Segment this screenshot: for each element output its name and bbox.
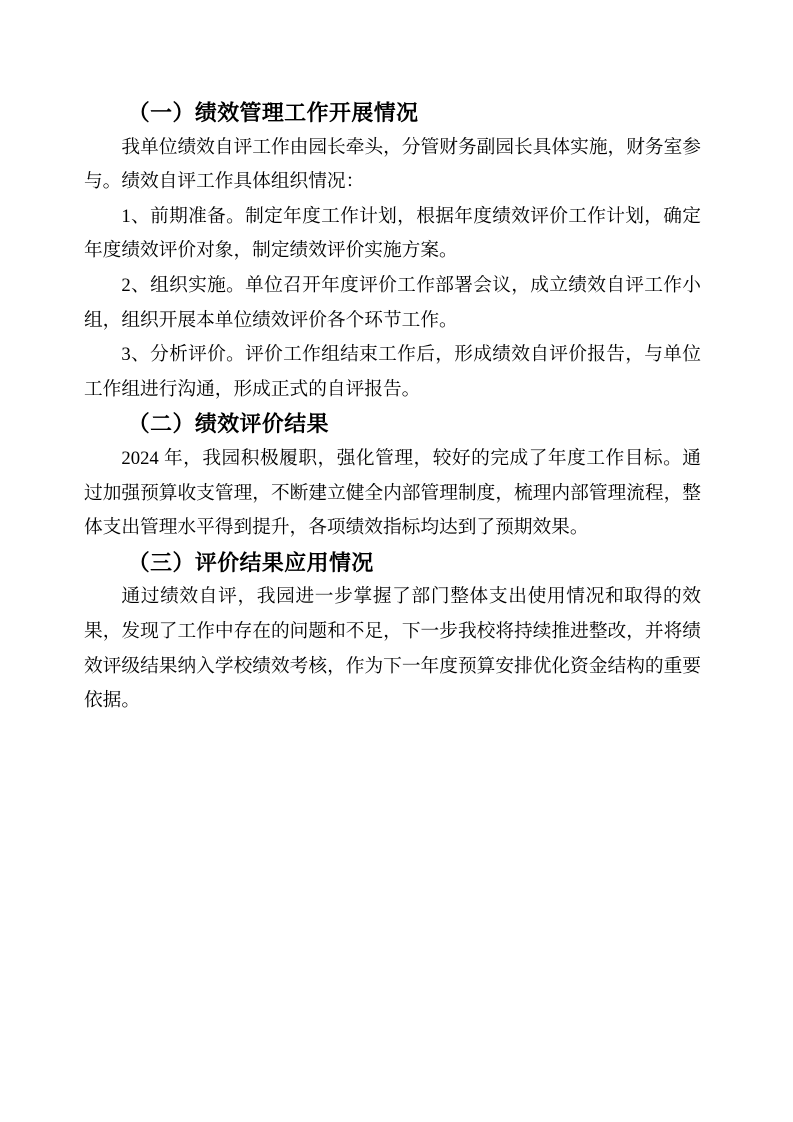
body-paragraph: 2、组织实施。单位召开年度评价工作部署会议，成立绩效自评工作小组，组织开展本单位绩效评价各个环节工作。 [84, 274, 701, 331]
body-paragraph: 通过绩效自评，我园进一步掌握了部门整体支出使用情况和取得的效果，发现了工作中存在的问题和不足，下一步我校将持续推进整改，并将绩效评级结果纳入学校绩效考核，作为下一年度预算安排优化资金结构的重要依据。 [84, 586, 701, 712]
body-paragraph: 1、前期准备。制定年度工作计划，根据年度绩效评价工作计划，确定年度绩效评价对象，制定绩效评价实施方案。 [84, 205, 701, 262]
body-paragraph: 我单位绩效自评工作由园长牵头，分管财务副园长具体实施，财务室参与。绩效自评工作具体组织情况： [84, 136, 701, 193]
section-heading-2: （二）绩效评价结果 [127, 411, 329, 437]
section-heading-3: （三）评价结果应用情况 [127, 549, 374, 575]
body-paragraph: 2024 年，我园积极履职，强化管理，较好的完成了年度工作目标。通过加强预算收支管理，不断建立健全内部管理制度，梳理内部管理流程，整体支出管理水平得到提升，各项绩效指标均达到了预期效果。 [84, 447, 701, 539]
document-content [84, 96, 701, 719]
body-paragraph: 3、分析评价。评价工作组结束工作后，形成绩效自评价报告，与单位工作组进行沟通，形成正式的自评报告。 [84, 344, 701, 400]
section-heading-1: （一）绩效管理工作开展情况 [127, 100, 419, 125]
